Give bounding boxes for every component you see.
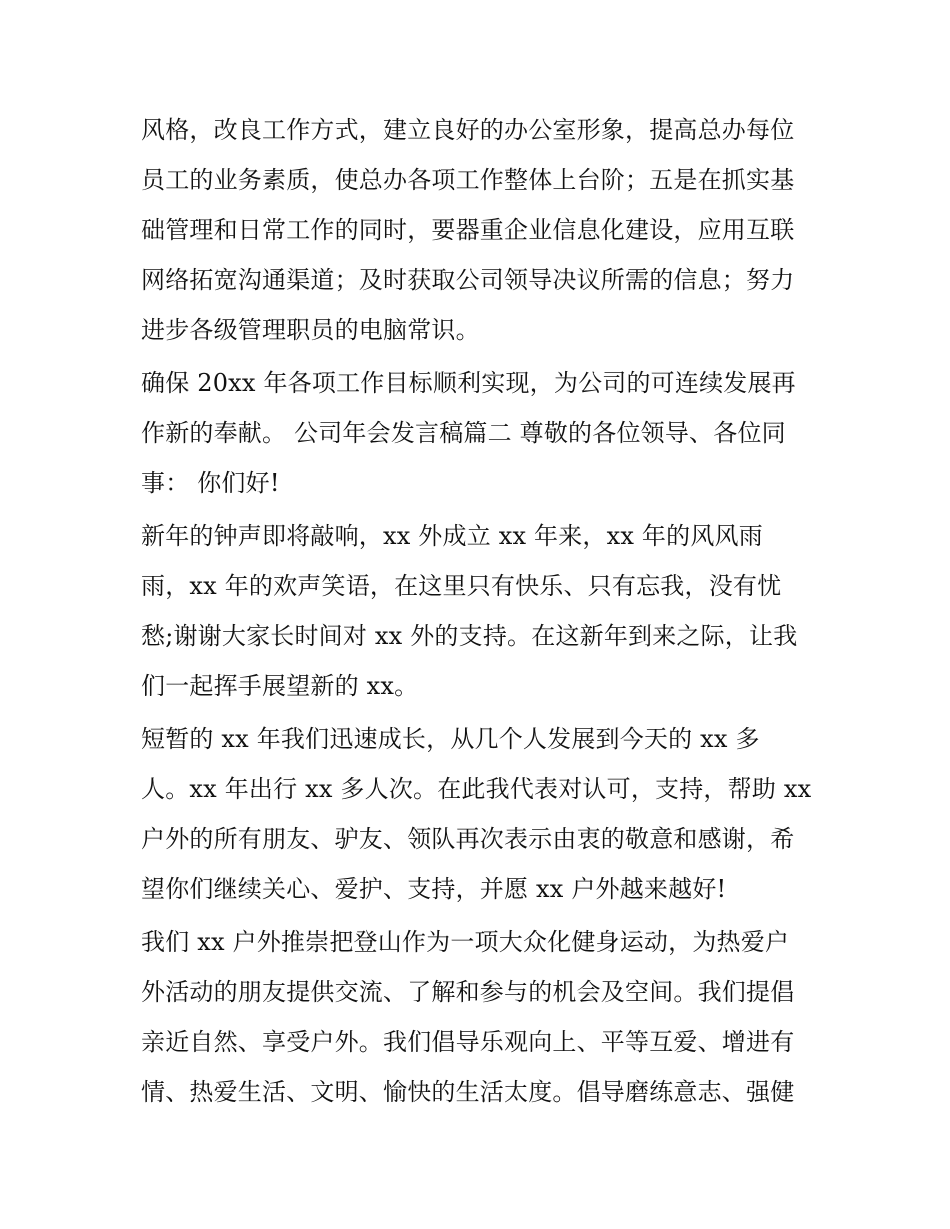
text-line: 新年的钟声即将敲响，xx 外成立 xx 年来，xx 年的风风雨 [141,522,763,550]
text-line: 人。xx 年出行 xx 多人次。在此我代表对认可，支持，帮助 xx [141,775,812,803]
text-line: 望你们继续关心、爱护、支持，并愿 xx 户外越来越好! [141,875,727,903]
text-line: 我们 xx 户外推崇把登山作为一项大众化健身运动，为热爱户 [141,928,790,956]
text-line: 户外的所有朋友、驴友、领队再次表示由衷的敬意和感谢，希 [141,825,795,853]
text-line: 情、热爱生活、文明、愉快的生活太度。倡导磨练意志、强健 [141,1078,795,1106]
text-line: 短暂的 xx 年我们迅速成长，从几个人发展到今天的 xx 多 [141,725,760,753]
text-line: 网络拓宽沟通渠道；及时获取公司领导决议所需的信息；努力 [141,266,795,294]
text-line: 外活动的朋友提供交流、了解和参与的机会及空间。我们提倡 [141,978,795,1006]
text-line: 进步各级管理职员的电脑常识。 [141,316,480,344]
text-line: 础管理和日常工作的同时，要器重企业信息化建设，应用互联 [141,216,795,244]
text-line: 亲近自然、享受户外。我们倡导乐观向上、平等互爱、增进有 [141,1028,795,1056]
text-line: 们一起挥手展望新的 xx。 [141,672,419,700]
text-line: 作新的奉献。 公司年会发言稿篇二 尊敬的各位领导、各位同 [141,419,786,447]
text-line: 员工的业务素质，使总办各项工作整体上台阶；五是在抓实基 [141,166,795,194]
text-line: 风格，改良工作方式，建立良好的办公室形象，提高总办每位 [141,116,795,144]
text-line: 事： 你们好! [141,469,280,497]
text-line: 雨，xx 年的欢声笑语，在这里只有快乐、只有忘我，没有忧 [141,572,782,600]
text-line: 确保 20xx 年各项工作目标顺利实现，为公司的可连续发展再 [141,369,796,397]
text-line: 愁;谢谢大家长时间对 xx 外的支持。在这新年到来之际，让我 [141,622,798,650]
